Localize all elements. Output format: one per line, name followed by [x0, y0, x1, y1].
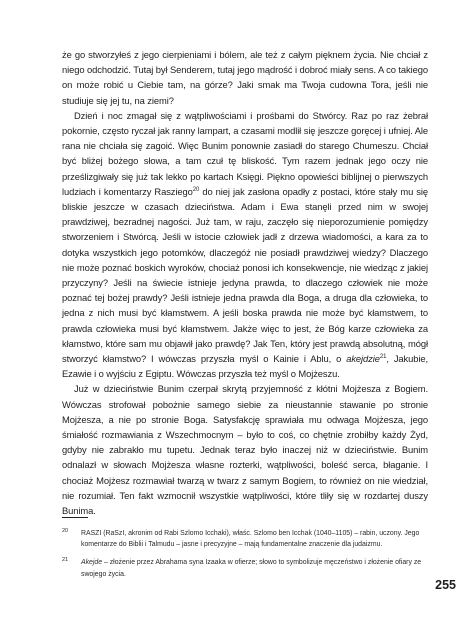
paragraph-2 [62, 108, 428, 382]
footnote-definition: – złożenie przez Abrahama syna Izaaka w ofierze; słowo to symbolizuje męczeństwo i złożenie ofiary ze swojego życia. [81, 559, 422, 578]
text-run: że go stworzyłeś z jego cierpieniami i bólem, ale też z całym pięknem życia. Nie chciał z niego odchodzić. Tutaj był Senderem, tutaj jego mądrość i dobroć miały sens. A co takiego on może robić u Ciebie tam, na górze? Jaki smak ma Twoja cudowna Tora, jeśli nie studiuje się jej tu, na ziemi? [62, 49, 428, 106]
footnotes [62, 528, 428, 587]
text-run: , Jakubie, Ezawie i o wyjściu z Egiptu. Wówczas przyszła też myśl o Mojżeszu. [62, 353, 428, 380]
footnote-21 [62, 557, 428, 579]
text-run: Już w dzieciństwie Bunim czerpał skrytą przyjemność z kłótni Mojżesza z Bogiem. Wówczas strofował pobożnie samego siebie za nieustannie stawanie po stronie Mojżesza, a nie po stronie Boga. Satysfakcję sprawiała mu odwaga Mojżesza, jego śmiałość rozmawiania z Wszechmocnym – było to coś, co chętnie zrobiłby każdy Żyd, gdyby nie zabrakło mu tupetu. Jednak teraz było inaczej niż w dzieciństwie. Bunim odnalazł w słowach Mojżesza własne rozterki, wątpliwości, boleść serca, błaganie. I chociaż Mojżesz rozmawiał twarzą w twarz z samym Bogiem, to również on nie wiedział, nie rozumiał. Ten fakt wzmocnił wszystkie wątpliwości, które tliły się w rozdartej duszy Bunima. [62, 383, 428, 517]
footnote-20 [62, 528, 428, 550]
paragraph-1 [62, 47, 428, 108]
text-run: do niej jak zasłona opadły z postaci, które stały mu się bliskie jeszcze w czasach dzieciństwa. Adam i Ewa stanęli przed nim w swojej prawdziwej, bezradnej nagości. Już tam, w raju, zaczęło się nieporozumienie pomiędzy stworzeniem i Stwórcą. Jeśli w istocie człowiek jadł z drzewa wiadomości, a kara za to dotyka wszystkich jego potomków, dlaczegóż nie posiadł prawdziwej wiedzy? Dlaczego nie może poznać boskich wyroków, chociaż ponosi ich konsekwencje, nie wiedząc z jakiej przyczyny? Jeśli na świecie istnieje jedyna prawda, to dlaczego człowiek nie może poznać tej bożej prawdy? Jeśli istnieje jedna prawda dla Boga, a druga dla człowieka, to jedna z nich musi być kłamstwem. A jeśli boska prawda nie może być kłamstwem, to prawda człowieka musi być kłamstwem. Jakże więc to jest, że Bóg karze człowieka za kłamstwo, które sam mu objawił jako prawdę? Jak Ten, który jest prawdą absolutną, mógł stworzyć kłamstwo? I wówczas przyszła myśl o Kainie i Ablu, o [62, 185, 428, 365]
footnote-text [81, 557, 428, 579]
footnote-term: Akejde [81, 559, 103, 567]
italic-term: akejdzie [346, 353, 380, 365]
footnote-number: 21 [62, 557, 69, 564]
footnote-ref: 21 [379, 354, 387, 361]
footnote-text: RASZI (RaSzI, akronim od Rabi Szlomo Icchaki), właśc. Szlomo ben Icchak (1040–1105) – rabin, uczony. Jego komentarze do Biblii i Talmudu – jasne i precyzyjne – mają fundamentalne znaczenie dla judaizmu. [81, 530, 420, 549]
text-run: Dzień i noc zmagał się z wątpliwościami i prośbami do Stwórcy. Raz po raz żebrał pokornie, często ryczał jak ranny lampart, a czasami modlił się jeszcze goręcej i ufniej. Ale rana nie chciała się zagoić. Więc Bunim ponownie zasiadł do starego Chumeszu. Chciał być bliżej bożego słowa, a tam czuł tę bliskość. Tym razem jednak jego oczy nie prześlizgiwały się już tak lekko po kartach Księgi. Piękno opowieści biblijnej o pierwszych ludziach i komentarzy Rasziego [62, 109, 428, 197]
body-text [62, 47, 428, 518]
footnote-number: 20 [62, 528, 69, 534]
paragraph-3 [62, 381, 428, 518]
footnote-ref: 20 [192, 186, 200, 193]
footnote-divider [62, 517, 88, 518]
page-body [62, 47, 428, 518]
page-number: 255 [435, 578, 456, 592]
